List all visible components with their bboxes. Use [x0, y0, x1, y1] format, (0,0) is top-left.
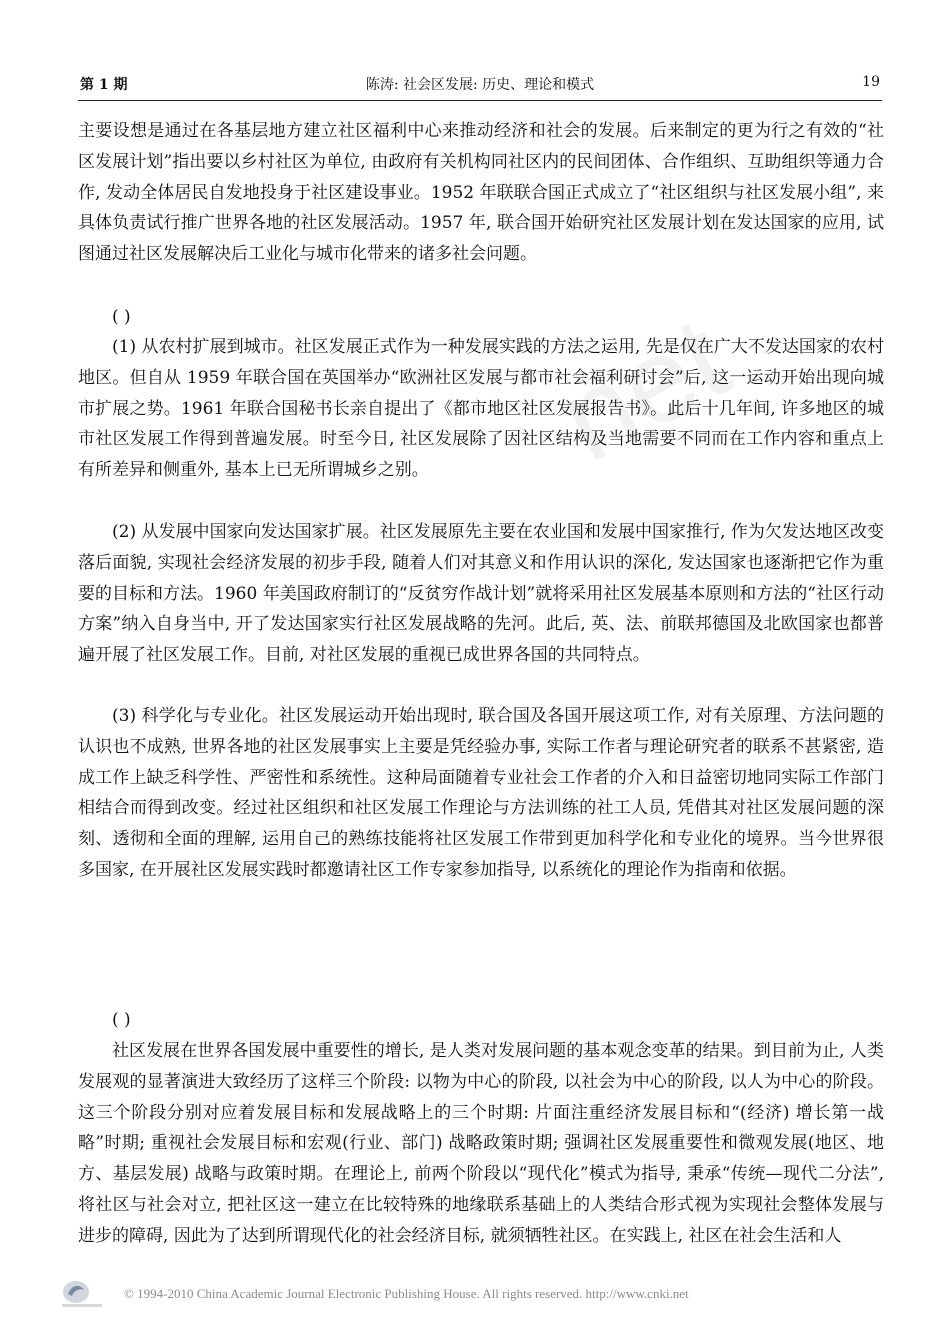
copyright-notice: © 1994-2010 China Academic Journal Electronic Publishing House. All rights reserved. http://www.cnki.net — [124, 1286, 689, 1301]
paragraph-1 — [78, 116, 884, 270]
paragraph-text: (3) 科学化与专业化。社区发展运动开始出现时, 联合国及各国开展这项工作, 对有关原理、方法问题的认识也不成熟, 世界各地的社区发展事实上主要是凭经验办事, 实际工作者与理论研究者的联系不甚紧密, 造成工作上缺乏科学性、严密性和系统性。这种局面随着专业社会工作者的介入和日益密切地同实际工作部门相结合而得到改变。经过社区组织和社区发展工作理论与方法训练的社工人员, 凭借其对社区发展问题的深刻、透彻和全面的理解, 运用自己的熟练技能将社区发展工作带到更加科学化和专业化的境界。当今世界很多国家, 在开展社区发展实践时都邀请社区工作专家参加指导, 以系统化的理论作为指南和依据。 — [78, 706, 884, 880]
issue-number: 第 1 期 — [80, 77, 128, 93]
paragraph-text: 社区发展在世界各国发展中重要性的增长, 是人类对发展问题的基本观念变革的结果。到目前为止, 人类发展观的显著演进大致经历了这样三个阶段: 以物为中心的阶段, 以社会为中心的阶段, 以人为中心的阶段。这三个阶段分别对应着发展目标和发展战略上的三个时期: 片面注重经济发展目标和“(经济) 增长第一战略”时期; 重视社会发展目标和宏观(行业、部门) 战略政策时期; 强调社区发展重要性和微观发展(地区、地方、基层发展) 战略与政策时期。在理论上, 前两个阶段以“现代化”模式为指导, 秉承“传统—现代二分法”, 将社区与社会对立, 把社区这一建立在比较特殊的地缘联系基础上的人类结合形式视为实现社会整体发展与进步的障碍, 因此为了达到所谓现代化的社会经济目标, 就须牺牲社区。在实践上, 社区在社会生活和人 — [78, 1041, 884, 1246]
paragraph-3 — [78, 517, 884, 671]
paragraph-4 — [78, 701, 884, 886]
paragraph-2 — [78, 332, 884, 486]
paragraph-text: (2) 从发展中国家向发达国家扩展。社区发展原先主要在农业国和发展中国家推行, 作为欠发达地区改变落后面貌, 实现社会经济发展的初步手段, 随着人们对其意义和作用认识的深化, 发达国家也逐渐把它作为重要的目标和方法。1960 年美国政府制订的“反贫穷作战计划”就将采用社区发展基本原则和方法的“社区行动方案”纳入自身当中, 开了发达国家实行社区发展战略的先河。此后, 英、法、前联邦德国及北欧国家也都普遍开展了社区发展工作。目前, 对社区发展的重视已成世界各国的共同特点。 — [78, 522, 884, 666]
page-footer — [60, 1278, 890, 1312]
paragraph-text: (1) 从农村扩展到城市。社区发展正式作为一种发展实践的方法之运用, 先是仅在广大不发达国家的农村地区。但自从 1959 年联合国在英国举办“欧洲社区发展与都市社会福利研讨会”后, 这一运动开始出现向城市扩展之势。1961 年联合国秘书长亲自提出了《都市地区社区发展报告书》。此后十几年间, 许多地区的城市社区发展工作得到普遍发展。时至今日, 社区发展除了因社区结构及当地需要不同而在工作内容和重点上有所差异和侧重外, 基本上已无所谓城乡之别。 — [78, 337, 884, 481]
running-header — [80, 74, 880, 96]
page-number: 19 — [862, 74, 880, 90]
section-mark-2: ( ) — [112, 1010, 131, 1030]
running-title: 陈涛: 社会区发展: 历史、理论和模式 — [365, 77, 595, 93]
cnki-logo-icon — [60, 1278, 104, 1308]
paragraph-text: 主要设想是通过在各基层地方建立社区福利中心来推动经济和社会的发展。后来制定的更为行之有效的“社区发展计划”指出要以乡村社区为单位, 由政府有关机构同社区内的民间团体、合作组织、互助组织等通力合作, 发动全体居民自发地投身于社区建设事业。1952 年联联合国正式成立了“社区组织与社区发展小组”, 来具体负责试行推广世界各地的社区发展活动。1957 年, 联合国开始研究社区发展计划在发达国家的应用, 试图通过社区发展解决后工业化与城市化带来的诸多社会问题。 — [78, 121, 884, 265]
paragraph-5 — [78, 1036, 884, 1252]
watermark: net — [538, 290, 749, 488]
section-mark-1: ( ) — [112, 307, 131, 327]
header-rule — [78, 100, 882, 101]
